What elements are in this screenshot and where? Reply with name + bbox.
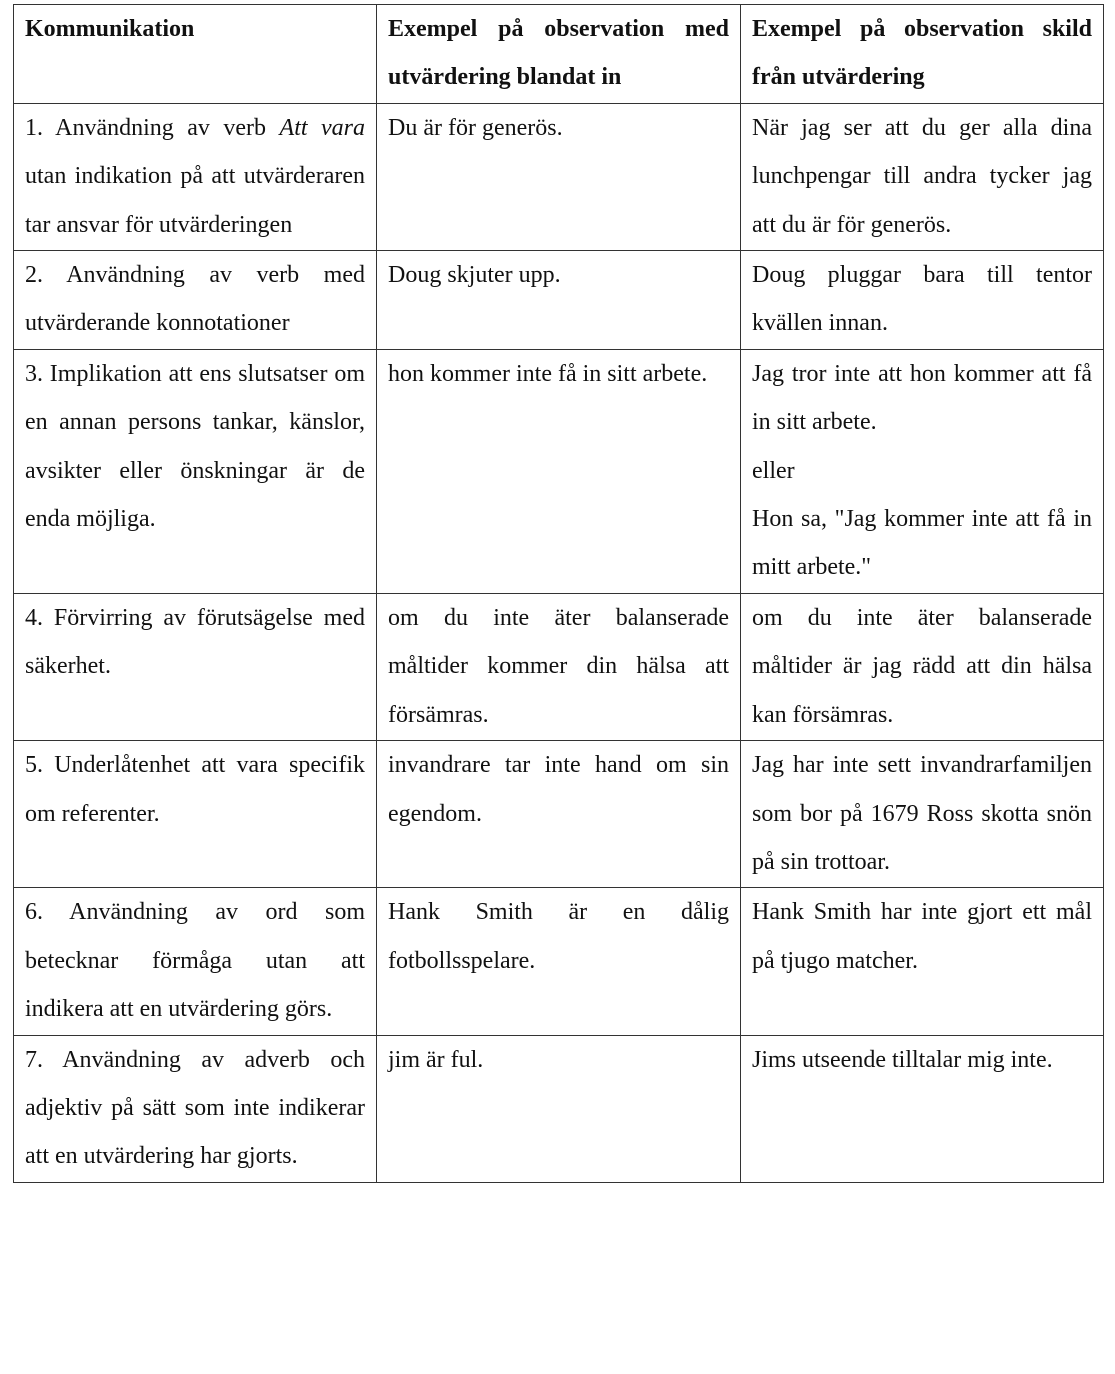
separated-example-line: Hank Smith har inte gjort ett mål på tjugo matcher. (752, 899, 1092, 974)
communication-table (13, 4, 1104, 1183)
table-row (14, 1035, 1104, 1182)
mixed-example-cell: hon kommer inte få in sitt arbete. (377, 349, 741, 593)
header-communication: Kommunikation (14, 5, 377, 104)
separated-example-cell (741, 741, 1104, 888)
communication-text-italic: Att vara (279, 114, 365, 141)
mixed-example-cell: Doug skjuter upp. (377, 251, 741, 350)
separated-example-cell (741, 1035, 1104, 1182)
table-header-row (14, 5, 1104, 104)
separated-example-line: Hon sa, "Jag kommer inte att få in mitt arbete." (752, 506, 1092, 581)
header-mixed-observation: Exempel på observation med utvärdering blandat in (377, 5, 741, 104)
separated-example-connector: eller (752, 457, 795, 484)
separated-example-line: Jims utseende tilltalar mig inte. (752, 1046, 1053, 1073)
communication-cell: 7. Användning av adverb och adjektiv på sätt som inte indikerar att en utvärdering har gjorts. (14, 1035, 377, 1182)
mixed-example-cell: Du är för generös. (377, 103, 741, 250)
communication-text-pre: 1. Användning av verb (25, 114, 280, 141)
communication-cell: 6. Användning av ord som betecknar förmåga utan att indikera att en utvärdering görs. (14, 888, 377, 1035)
table-row (14, 251, 1104, 350)
header-separated-observation: Exempel på observation skild från utvärdering (741, 5, 1104, 104)
separated-example-line: När jag ser att du ger alla dina lunchpengar till andra tycker jag att du är för generös. (752, 114, 1092, 238)
communication-cell: 5. Underlåtenhet att vara specifik om referenter. (14, 741, 377, 888)
communication-cell (14, 103, 377, 250)
mixed-example-cell: jim är ful. (377, 1035, 741, 1182)
table-row (14, 593, 1104, 740)
separated-example-cell (741, 593, 1104, 740)
communication-text-post: utan indikation på att utvärderaren tar ansvar för utvärderingen (25, 163, 365, 238)
table-row (14, 741, 1104, 888)
mixed-example-cell: om du inte äter balanserade måltider kommer din hälsa att försämras. (377, 593, 741, 740)
communication-cell: 3. Implikation att ens slutsatser om en annan persons tankar, känslor, avsikter eller önskningar är de enda möjliga. (14, 349, 377, 593)
communication-cell: 4. Förvirring av förutsägelse med säkerhet. (14, 593, 377, 740)
table-row (14, 103, 1104, 250)
separated-example-line: Doug pluggar bara till tentor kvällen innan. (752, 262, 1092, 337)
communication-cell: 2. Användning av verb med utvärderande konnotationer (14, 251, 377, 350)
separated-example-line: Jag tror inte att hon kommer att få in sitt arbete. (752, 360, 1092, 436)
table-row (14, 888, 1104, 1035)
separated-example-cell (741, 349, 1104, 593)
separated-example-cell (741, 888, 1104, 1035)
mixed-example-cell: invandrare tar inte hand om sin egendom. (377, 741, 741, 888)
separated-example-cell (741, 251, 1104, 350)
table-row (14, 349, 1104, 593)
separated-example-line: Jag har inte sett invandrarfamiljen som bor på 1679 Ross skotta snön på sin trottoar. (752, 752, 1092, 875)
mixed-example-cell: Hank Smith är en dålig fotbollsspelare. (377, 888, 741, 1035)
separated-example-cell (741, 103, 1104, 250)
separated-example-line: om du inte äter balanserade måltider är jag rädd att din hälsa kan försämras. (752, 604, 1092, 728)
